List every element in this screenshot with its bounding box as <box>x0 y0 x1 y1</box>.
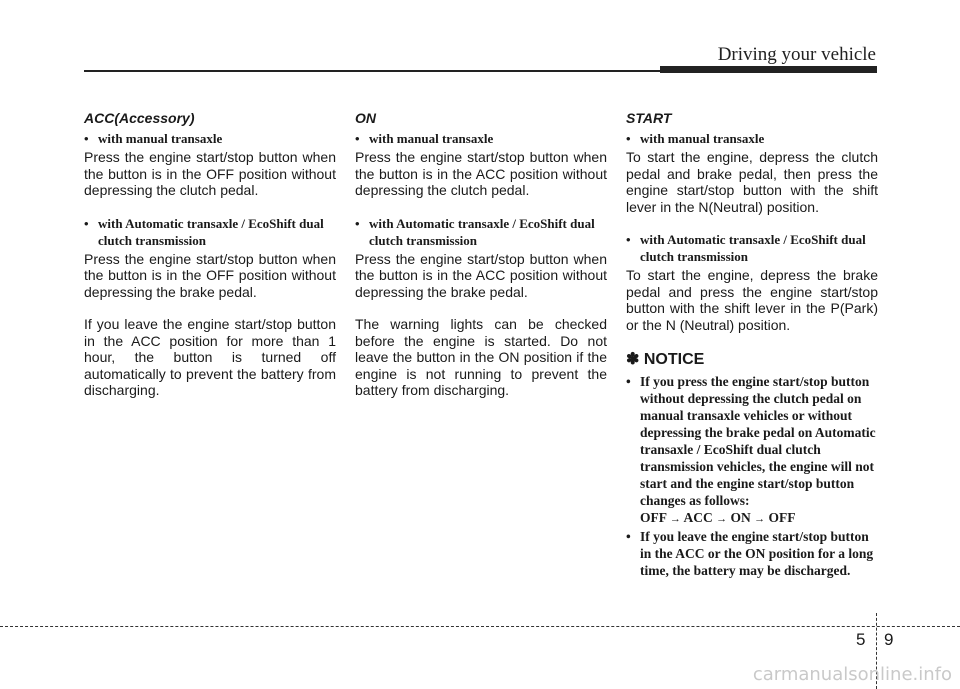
header-bar <box>660 66 877 73</box>
paragraph: Press the engine start/stop button when the button is in the ACC position without depressing the clutch pedal. <box>355 149 607 198</box>
bullet-icon: • <box>84 131 89 146</box>
arrow-right-icon: → <box>754 513 766 525</box>
paragraph: To start the engine, depress the clutch pedal and brake pedal, then press the engine start/stop button with the shift lever in the N(Neutral) position. <box>626 149 878 215</box>
bullet-icon: • <box>626 374 631 389</box>
section-heading-acc: ACC(Accessory) <box>84 110 195 126</box>
bullet-icon: • <box>84 215 89 231</box>
paragraph-extra: If you leave the engine start/stop button in the ACC position for more than 1 hour, the button is turned off automatically to prevent the battery from discharging. <box>84 316 336 398</box>
header-title: Driving your vehicle <box>717 44 876 65</box>
subheading-manual: • with manual transaxle <box>626 131 765 146</box>
column-on <box>355 110 607 415</box>
bullet-icon: • <box>626 131 631 146</box>
footer-rule <box>0 626 960 627</box>
notice-icon: ✽ <box>626 351 640 368</box>
notice-list <box>626 373 878 579</box>
paragraph: Press the engine start/stop button when the button is in the OFF position without depressing the brake pedal. <box>84 250 336 300</box>
bullet-icon: • <box>355 215 360 231</box>
paragraph: To start the engine, depress the brake pedal and press the engine start/stop button with the shift lever in the P(Park) or the N (Neutral) position. <box>626 267 878 333</box>
notice-heading: ✽ NOTICE <box>626 351 705 368</box>
section-heading-start: START <box>626 110 672 126</box>
section-heading-on: ON <box>355 110 376 126</box>
subheading-automatic: • with Automatic transaxle / EcoShift dual clutch transmission <box>626 232 866 264</box>
button-sequence: OFF → ACC → ON → OFF <box>640 510 796 525</box>
chapter-number: 5 <box>856 630 866 649</box>
page-number: 9 <box>884 630 894 649</box>
paragraph: Press the engine start/stop button when the button is in the ACC position without depressing the brake pedal. <box>355 250 607 300</box>
column-start <box>626 110 878 579</box>
watermark: carmanualsonline.info <box>752 664 952 685</box>
bullet-icon: • <box>626 529 631 544</box>
subheading-manual: • with manual transaxle <box>355 131 494 146</box>
header-rule <box>84 70 660 72</box>
column-acc <box>84 110 336 415</box>
paragraph: Press the engine start/stop button when the button is in the OFF position without depressing the clutch pedal. <box>84 149 336 198</box>
arrow-right-icon: → <box>716 513 728 525</box>
arrow-right-icon: → <box>669 513 681 525</box>
bullet-icon: • <box>626 232 631 247</box>
notice-item: • If you press the engine start/stop button without depressing the clutch pedal on manual transaxle vehicles or without depressing the brake pedal on Automatic transaxle / EcoShift dual clutch transmission vehicles, the engine will not start and the engine start/stop button changes as follows: OFF → ACC → ON → OFF <box>626 373 878 528</box>
notice-item: • If you leave the engine start/stop button in the ACC or the ON position for a long time, the battery may be discharged. <box>626 529 874 578</box>
paragraph-extra: The warning lights can be checked before the engine is started. Do not leave the button in the ON position if the engine is not running to prevent the battery from discharging. <box>355 316 607 398</box>
subheading-automatic: • with Automatic transaxle / EcoShift dual clutch transmission <box>355 215 595 248</box>
subheading-automatic: • with Automatic transaxle / EcoShift dual clutch transmission <box>84 215 324 248</box>
bullet-icon: • <box>355 131 360 146</box>
subheading-manual: • with manual transaxle <box>84 131 223 146</box>
